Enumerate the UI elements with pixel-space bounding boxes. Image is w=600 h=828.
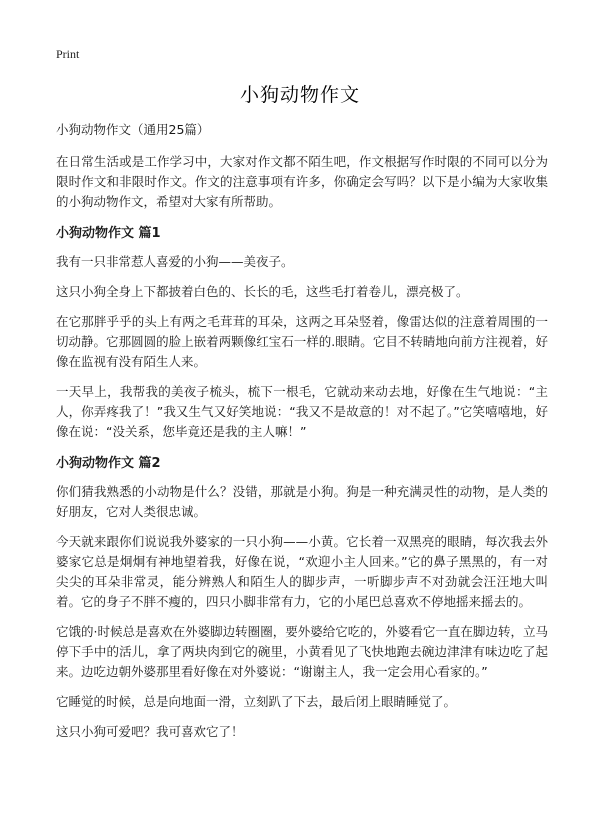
section-heading-1: 小狗动物作文 篇1 <box>56 226 161 241</box>
print-link[interactable]: Print <box>56 47 80 61</box>
page-title: 小狗动物作文 <box>239 84 360 106</box>
article-subtitle: 小狗动物作文（通用25篇） <box>56 122 210 137</box>
intro-paragraph: 在日常生活或是工作学习中，大家对作文都不陌生吧，作文根据写作时限的不同可以分为限时作文和非限时作文。作文的注意事项有许多，你确定会写吗？以下是小编为大家收集的小狗动物作文，希望对大家有所帮助。 <box>56 154 548 209</box>
paragraph: 这只小狗全身上下都披着白色的、长长的毛，这些毛打着卷儿，漂亮极了。 <box>56 284 469 299</box>
section-heading-2: 小狗动物作文 篇2 <box>56 456 161 471</box>
paragraph: 在它那胖乎乎的头上有两之毛茸茸的耳朵，这两之耳朵竖着，像雷达似的注意着周围的一切动静。它那圆圆的脸上嵌着两颗像红宝石一样的.眼睛。它目不转睛地向前方注视着，好像在监视有没有陌生人来。 <box>56 314 548 369</box>
paragraph: 它睡觉的时候，总是向地面一滑，立刻趴了下去，最后闭上眼睛睡觉了。 <box>56 694 457 709</box>
paragraph: 一天早上，我帮我的美夜子梳头，梳下一根毛，它就动来动去地，好像在生气地说：“主人，你弄疼我了！”我又生气又好笑地说：“我又不是故意的！对不起了。”它笑嘻嘻地，好像在说：“没关系，您毕竟还是我的主人嘛！” <box>56 384 548 439</box>
article-body <box>56 120 548 752</box>
paragraph: 今天就来跟你们说说我外婆家的一只小狗——小黄。它长着一双黑亮的眼睛，每次我去外婆家它总是炯炯有神地望着我，好像在说，“欢迎小主人回来。”它的鼻子黑黑的，有一对尖尖的耳朵非常灵，能分辨熟人和陌生人的脚步声，一听脚步声不对劲就会汪汪地大叫着。它的身子不胖不瘦的，四只小脚非常有力，它的小尾巴总喜欢不停地摇来摇去的。 <box>56 534 548 609</box>
paragraph: 它饿的·时候总是喜欢在外婆脚边转圈圈，要外婆给它吃的，外婆看它一直在脚边转，立马停下手中的活儿，拿了两块肉到它的碗里，小黄看见了飞快地跑去碗边津津有味边吃了起来。边吃边朝外婆那里看好像在对外婆说：“谢谢主人，我一定会用心看家的。” <box>56 624 548 679</box>
paragraph: 这只小狗可爱吧？我可喜欢它了！ <box>56 724 244 739</box>
paragraph: 我有一只非常惹人喜爱的小狗——美夜子。 <box>56 254 294 269</box>
paragraph: 你们猜我熟悉的小动物是什么？没错，那就是小狗。狗是一种充满灵性的动物，是人类的好朋友，它对人类很忠诚。 <box>56 484 548 519</box>
